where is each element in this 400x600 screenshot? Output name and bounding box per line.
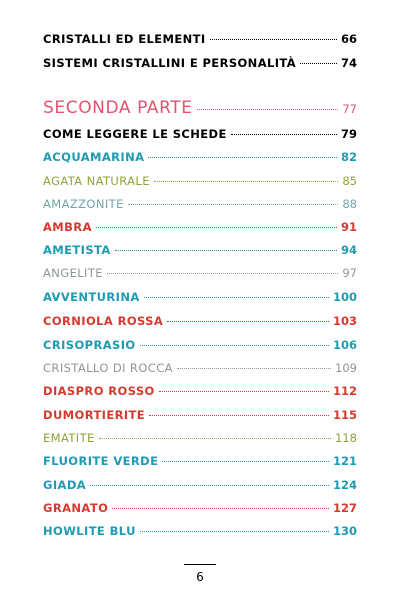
toc-entry[interactable] [43,98,357,118]
toc-entry[interactable] [43,454,357,474]
toc-entry-page: 91 [340,220,357,234]
dot-leader [115,250,337,251]
toc-entry[interactable] [43,127,357,147]
toc-entry[interactable] [43,174,357,194]
dot-leader [140,531,329,532]
dot-leader [162,461,329,462]
toc-entry-label: AMAZZONITE [43,197,124,211]
toc-entry-page: 85 [342,174,357,188]
toc-entry[interactable] [43,408,357,428]
dot-leader [149,415,329,416]
toc-entry-page: 118 [335,431,357,445]
toc-entry-page: 103 [332,314,357,328]
footer-divider [184,564,216,565]
toc-entry-label: COME LEGGERE LE SCHEDE [43,127,227,141]
toc-entry[interactable] [43,384,357,404]
dot-leader [177,368,331,369]
toc-entry[interactable] [43,501,357,521]
toc-entry-label: AGATA NATURALE [43,174,150,188]
toc-entry-label: CORNIOLA ROSSA [43,314,164,328]
toc-entry[interactable] [43,32,357,52]
toc-entry-label: GRANATO [43,501,109,515]
toc-entry-page: 127 [332,501,357,515]
page-number: 6 [196,570,204,584]
toc-entry-label: FLUORITE VERDE [43,454,159,468]
dot-leader [154,181,338,182]
toc-entry-page: 94 [340,243,357,257]
dot-leader [112,508,329,509]
toc-entry-label: ANGELITE [43,266,103,280]
dot-leader [99,438,331,439]
toc-entry-label: DUMORTIERITE [43,408,146,422]
dot-leader [197,109,339,110]
toc-entry-label: CRISTALLO DI ROCCA [43,361,173,375]
dot-leader [300,63,337,64]
toc-entry-label: EMATITE [43,431,95,445]
toc-entry-label: DIASPRO ROSSO [43,384,155,398]
toc-entry[interactable] [43,524,357,544]
toc-entry-page: 121 [332,454,357,468]
toc-entry[interactable] [43,197,357,217]
dot-leader [167,321,329,322]
toc-entry-label: GIADA [43,478,87,492]
toc-entry-page: 130 [332,524,357,538]
toc-entry-label: CRISOPRASIO [43,338,136,352]
toc-entry-label: AVVENTURINA [43,290,140,304]
toc-entry-page: 88 [342,197,357,211]
toc-entry-label: AMETISTA [43,243,111,257]
toc-entry[interactable] [43,338,357,358]
dot-leader [148,157,337,158]
dot-leader [144,297,329,298]
toc-entry[interactable] [43,431,357,451]
toc-entry-page: 74 [340,56,357,70]
toc-entry-page: 100 [332,290,357,304]
dot-leader [90,485,329,486]
toc-entry[interactable] [43,314,357,334]
toc-entry-page: 77 [342,102,357,116]
toc-entry-label: SECONDA PARTE [43,98,193,118]
toc-entry-page: 124 [332,478,357,492]
toc-entry[interactable] [43,56,357,76]
dot-leader [159,391,329,392]
dot-leader [140,345,329,346]
toc-entry-label: SISTEMI CRISTALLINI E PERSONALITÀ [43,56,297,70]
toc-entry[interactable] [43,150,357,170]
dot-leader [107,273,338,274]
toc-entry-page: 109 [335,361,357,375]
toc-entry[interactable] [43,266,357,286]
toc-entry-page: 112 [332,384,357,398]
toc-entry-page: 106 [332,338,357,352]
toc-entry-page: 97 [342,266,357,280]
toc-entry-page: 115 [332,408,357,422]
toc-entry-page: 79 [340,127,357,141]
toc-entry[interactable] [43,220,357,240]
toc-entry-label: CRISTALLI ED ELEMENTI [43,32,206,46]
dot-leader [231,134,337,135]
toc-entry-label: AMBRA [43,220,92,234]
toc-entry-label: HOWLITE BLU [43,524,136,538]
dot-leader [96,227,337,228]
dot-leader [210,39,337,40]
toc-entry[interactable] [43,361,357,381]
toc-entry[interactable] [43,478,357,498]
dot-leader [128,204,339,205]
toc-entry-page: 82 [340,150,357,164]
toc-entry-label: ACQUAMARINA [43,150,145,164]
toc-entry-page: 66 [340,32,357,46]
toc-entry[interactable] [43,243,357,263]
toc-entry[interactable] [43,290,357,310]
